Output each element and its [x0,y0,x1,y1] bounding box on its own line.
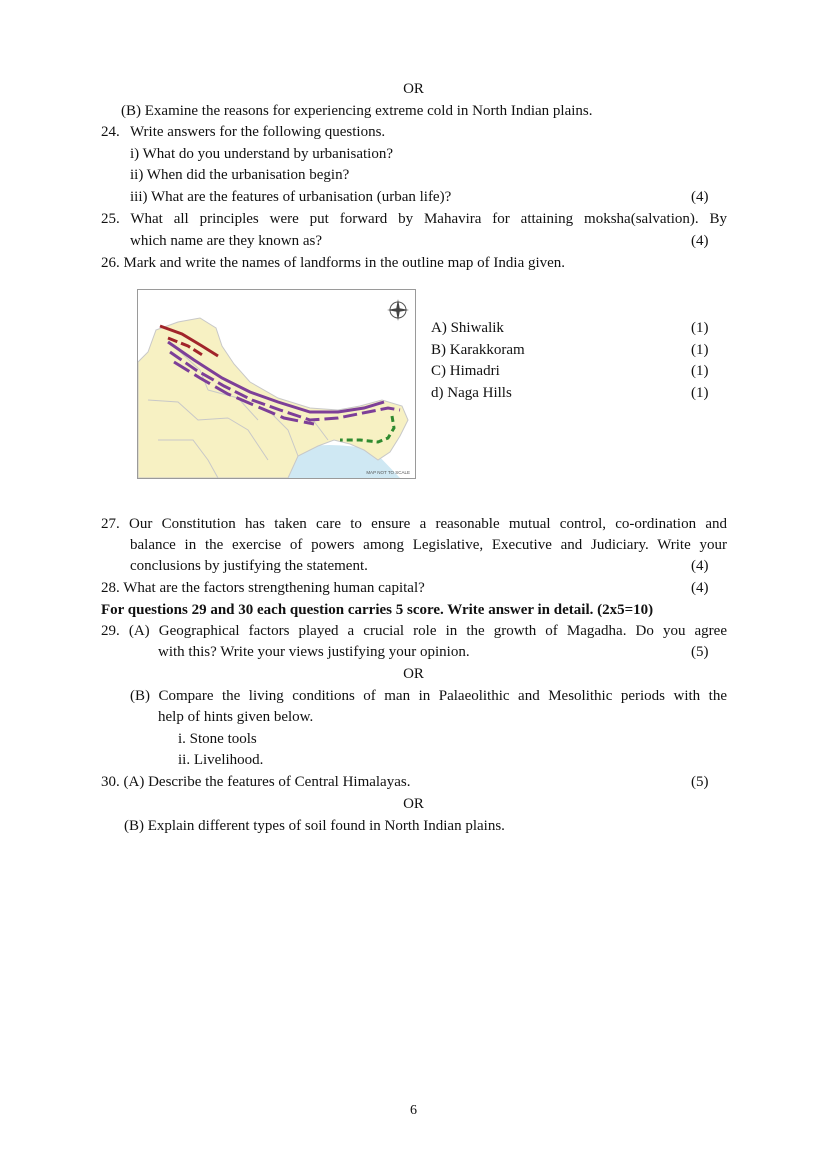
india-outline-map [137,289,416,479]
legend-marks-c: (1) [691,363,709,379]
q30-b: (B) Explain different types of soil found in North Indian plains. [124,818,505,834]
q29-hint-1: i. Stone tools [178,731,257,747]
q27-line-3: conclusions by justifying the statement. [130,558,368,574]
legend-marks-a: (1) [691,320,709,336]
q29-b-line-1: (B) Compare the living conditions of man in Palaeolithic and Mesolithic periods with the [130,688,727,704]
q24-number: 24. [101,124,120,140]
q24-item-2: ii) When did the urbanisation begin? [130,167,350,183]
q30-a-marks: (5) [691,774,709,790]
or-separator: OR [403,796,424,812]
q24-marks: (4) [691,189,709,205]
q30-a: 30. (A) Describe the features of Central Himalayas. [101,774,411,790]
q27-line-1: 27. Our Constitution has taken care to ensure a reasonable mutual control, co-ordination and [101,516,727,532]
q26-text: 26. Mark and write the names of landforms in the outline map of India given. [101,255,566,271]
q24-item-3: iii) What are the features of urbanisation (urban life)? [130,189,452,205]
or-separator: OR [403,81,424,97]
q29-a-line-1: 29. (A) Geographical factors played a crucial role in the growth of Magadha. Do you agree [101,623,727,639]
legend-label-b: B) Karakkoram [431,342,525,358]
legend-label-a: A) Shiwalik [431,320,504,336]
q28-marks: (4) [691,580,709,596]
map-graphic [138,290,415,478]
q23-option-b: (B) Examine the reasons for experiencing extreme cold in North Indian plains. [121,103,593,119]
or-separator: OR [403,666,424,682]
q28-text: 28. What are the factors strengthening human capital? [101,580,425,596]
legend-marks-d: (1) [691,385,709,401]
legend-label-d: d) Naga Hills [431,385,512,401]
q29-a-marks: (5) [691,644,709,660]
section-instruction: For questions 29 and 30 each question carries 5 score. Write answer in detail. (2x5=10) [101,602,654,618]
q24-stem: Write answers for the following questions. [130,124,386,140]
legend-marks-b: (1) [691,342,709,358]
page-number: 6 [410,1103,417,1118]
q29-hint-2: ii. Livelihood. [178,752,264,768]
q29-a-line-2: with this? Write your views justifying your opinion. [158,644,470,660]
q29-b-line-2: help of hints given below. [158,709,314,725]
q27-marks: (4) [691,558,709,574]
map-note: MAP NOT TO SCALE [366,470,410,475]
legend-label-c: C) Himadri [431,363,500,379]
q27-line-2: balance in the exercise of powers among Legislative, Executive and Judiciary. Write your [130,537,727,553]
q25-marks: (4) [691,233,709,249]
q24-item-1: i) What do you understand by urbanisation? [130,146,393,162]
q25-line-1: 25. What all principles were put forward by Mahavira for attaining moksha(salvation). By [101,211,727,227]
q25-line-2: which name are they known as? [130,233,323,249]
